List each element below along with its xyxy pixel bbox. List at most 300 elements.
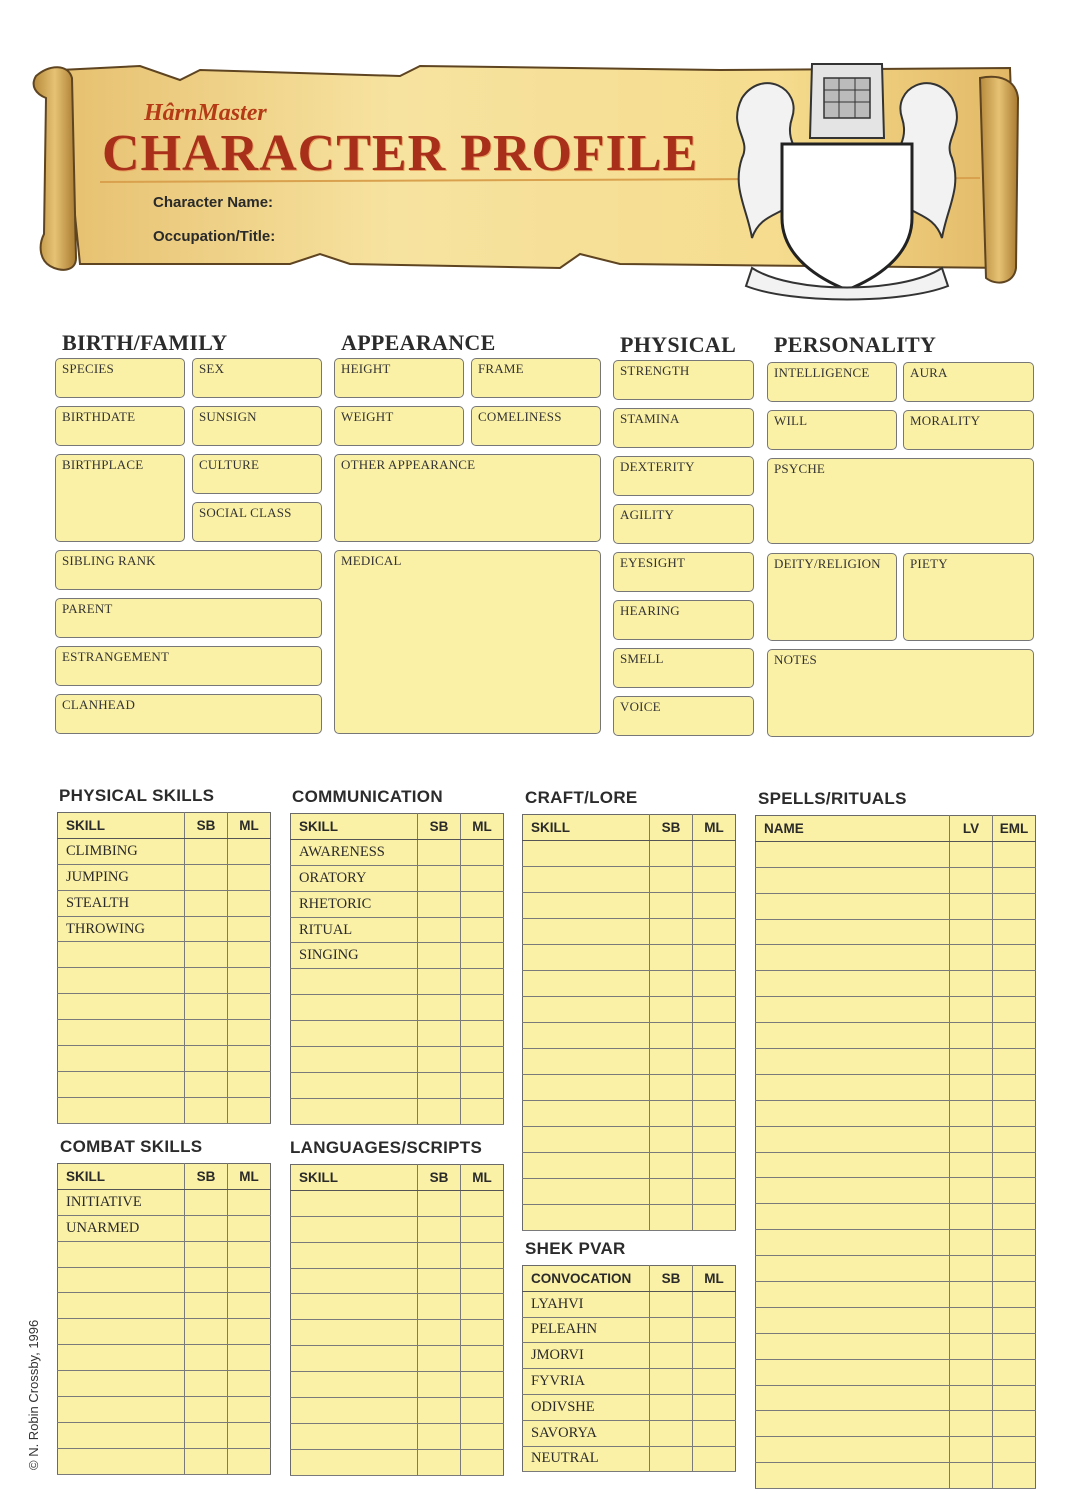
skill-name-cell[interactable] — [58, 942, 185, 968]
ml-cell[interactable] — [461, 1398, 504, 1424]
sb-cell[interactable] — [650, 971, 693, 997]
skill-name-cell[interactable] — [756, 841, 950, 867]
ml-cell[interactable] — [693, 1153, 736, 1179]
ml-cell[interactable] — [228, 1215, 271, 1241]
skill-name-cell[interactable] — [291, 969, 418, 995]
ml-cell[interactable] — [693, 1420, 736, 1446]
ml-cell[interactable] — [693, 945, 736, 971]
skill-name-cell[interactable] — [523, 945, 650, 971]
ml-cell[interactable] — [461, 1268, 504, 1294]
sb-cell[interactable] — [650, 1075, 693, 1101]
skill-name-cell[interactable]: FYVRIA — [523, 1369, 650, 1395]
ml-cell[interactable] — [693, 893, 736, 919]
birthdate-field[interactable] — [55, 406, 185, 446]
sb-cell[interactable] — [650, 1101, 693, 1127]
sb-cell[interactable] — [650, 867, 693, 893]
sb-cell[interactable] — [185, 1046, 228, 1072]
skill-name-cell[interactable] — [291, 1449, 418, 1475]
skill-name-cell[interactable] — [58, 1097, 185, 1123]
ml-cell[interactable] — [693, 1179, 736, 1205]
ml-cell[interactable] — [993, 1333, 1036, 1359]
morality-field[interactable] — [903, 410, 1034, 450]
sb-cell[interactable] — [650, 919, 693, 945]
skill-name-cell[interactable] — [58, 1319, 185, 1345]
ml-cell[interactable] — [993, 919, 1036, 945]
stamina-field[interactable] — [613, 408, 754, 448]
ml-cell[interactable] — [993, 1411, 1036, 1437]
ml-cell[interactable] — [228, 994, 271, 1020]
sb-cell[interactable] — [950, 1256, 993, 1282]
sb-cell[interactable] — [950, 971, 993, 997]
culture-field[interactable] — [192, 454, 322, 494]
skill-name-cell[interactable] — [523, 1127, 650, 1153]
sb-cell[interactable] — [185, 1097, 228, 1123]
sb-cell[interactable] — [418, 1268, 461, 1294]
skill-name-cell[interactable]: ODIVSHE — [523, 1394, 650, 1420]
sb-cell[interactable] — [418, 1372, 461, 1398]
ml-cell[interactable] — [461, 917, 504, 943]
ml-cell[interactable] — [693, 1205, 736, 1231]
sex-field[interactable] — [192, 358, 322, 398]
sb-cell[interactable] — [950, 1307, 993, 1333]
sb-cell[interactable] — [950, 1126, 993, 1152]
skill-name-cell[interactable] — [291, 1346, 418, 1372]
deity-religion-field[interactable] — [767, 553, 897, 641]
sb-cell[interactable] — [418, 1072, 461, 1098]
sb-cell[interactable] — [185, 1448, 228, 1474]
skill-name-cell[interactable] — [756, 1359, 950, 1385]
ml-cell[interactable] — [993, 1100, 1036, 1126]
skill-name-cell[interactable]: RHETORIC — [291, 891, 418, 917]
ml-cell[interactable] — [461, 943, 504, 969]
sb-cell[interactable] — [185, 1241, 228, 1267]
ml-cell[interactable] — [993, 1178, 1036, 1204]
ml-cell[interactable] — [993, 1230, 1036, 1256]
sb-cell[interactable] — [950, 1411, 993, 1437]
estrangement-field[interactable] — [55, 646, 322, 686]
skill-name-cell[interactable] — [523, 1023, 650, 1049]
sb-cell[interactable] — [418, 891, 461, 917]
skill-name-cell[interactable] — [756, 1385, 950, 1411]
skill-name-cell[interactable]: AWARENESS — [291, 839, 418, 865]
skill-name-cell[interactable] — [58, 1020, 185, 1046]
sb-cell[interactable] — [650, 1179, 693, 1205]
skill-name-cell[interactable] — [756, 1463, 950, 1489]
sb-cell[interactable] — [950, 945, 993, 971]
ml-cell[interactable] — [228, 1071, 271, 1097]
ml-cell[interactable] — [993, 1282, 1036, 1308]
skill-name-cell[interactable] — [58, 994, 185, 1020]
ml-cell[interactable] — [228, 1319, 271, 1345]
ml-cell[interactable] — [228, 1371, 271, 1397]
skill-name-cell[interactable] — [58, 1371, 185, 1397]
sb-cell[interactable] — [185, 1267, 228, 1293]
ml-cell[interactable] — [693, 1023, 736, 1049]
skill-name-cell[interactable]: SINGING — [291, 943, 418, 969]
ml-cell[interactable] — [693, 997, 736, 1023]
sb-cell[interactable] — [418, 1449, 461, 1475]
ml-cell[interactable] — [993, 1463, 1036, 1489]
sb-cell[interactable] — [418, 969, 461, 995]
ml-cell[interactable] — [228, 916, 271, 942]
ml-cell[interactable] — [693, 1343, 736, 1369]
skill-name-cell[interactable] — [756, 867, 950, 893]
sb-cell[interactable] — [650, 1049, 693, 1075]
ml-cell[interactable] — [228, 1397, 271, 1423]
skill-name-cell[interactable] — [291, 1047, 418, 1073]
skill-name-cell[interactable] — [58, 1422, 185, 1448]
skill-name-cell[interactable] — [58, 1345, 185, 1371]
sb-cell[interactable] — [950, 1023, 993, 1049]
skill-name-cell[interactable] — [291, 1268, 418, 1294]
ml-cell[interactable] — [461, 1423, 504, 1449]
skill-name-cell[interactable]: JMORVI — [523, 1343, 650, 1369]
sb-cell[interactable] — [418, 1098, 461, 1124]
agility-field[interactable] — [613, 504, 754, 544]
ml-cell[interactable] — [461, 1047, 504, 1073]
ml-cell[interactable] — [993, 1437, 1036, 1463]
ml-cell[interactable] — [693, 1394, 736, 1420]
skill-name-cell[interactable]: PELEAHN — [523, 1317, 650, 1343]
sb-cell[interactable] — [185, 916, 228, 942]
skill-name-cell[interactable] — [58, 1448, 185, 1474]
ml-cell[interactable] — [693, 867, 736, 893]
sb-cell[interactable] — [950, 1333, 993, 1359]
ml-cell[interactable] — [461, 891, 504, 917]
sb-cell[interactable] — [185, 1422, 228, 1448]
skill-name-cell[interactable] — [756, 997, 950, 1023]
sb-cell[interactable] — [185, 1371, 228, 1397]
sb-cell[interactable] — [650, 893, 693, 919]
sb-cell[interactable] — [185, 1397, 228, 1423]
skill-name-cell[interactable]: SAVORYA — [523, 1420, 650, 1446]
ml-cell[interactable] — [461, 839, 504, 865]
sb-cell[interactable] — [950, 841, 993, 867]
ml-cell[interactable] — [461, 1242, 504, 1268]
ml-cell[interactable] — [693, 971, 736, 997]
sb-cell[interactable] — [650, 1291, 693, 1317]
ml-cell[interactable] — [993, 997, 1036, 1023]
ml-cell[interactable] — [228, 838, 271, 864]
ml-cell[interactable] — [993, 1359, 1036, 1385]
clanhead-field[interactable] — [55, 694, 322, 734]
skill-name-cell[interactable] — [523, 1205, 650, 1231]
skill-name-cell[interactable] — [756, 1307, 950, 1333]
skill-name-cell[interactable] — [756, 1230, 950, 1256]
sb-cell[interactable] — [185, 1020, 228, 1046]
sb-cell[interactable] — [650, 1153, 693, 1179]
other-appearance-field[interactable] — [334, 454, 601, 542]
sb-cell[interactable] — [418, 917, 461, 943]
ml-cell[interactable] — [228, 1448, 271, 1474]
sb-cell[interactable] — [650, 1420, 693, 1446]
sb-cell[interactable] — [418, 1320, 461, 1346]
dexterity-field[interactable] — [613, 456, 754, 496]
skill-name-cell[interactable] — [291, 1372, 418, 1398]
ml-cell[interactable] — [693, 1446, 736, 1472]
sb-cell[interactable] — [418, 1047, 461, 1073]
ml-cell[interactable] — [993, 945, 1036, 971]
piety-field[interactable] — [903, 553, 1034, 641]
sb-cell[interactable] — [418, 1216, 461, 1242]
skill-name-cell[interactable] — [291, 1398, 418, 1424]
skill-name-cell[interactable] — [291, 1072, 418, 1098]
sb-cell[interactable] — [418, 839, 461, 865]
ml-cell[interactable] — [461, 1021, 504, 1047]
sb-cell[interactable] — [418, 1398, 461, 1424]
skill-name-cell[interactable] — [291, 1423, 418, 1449]
ml-cell[interactable] — [461, 1294, 504, 1320]
ml-cell[interactable] — [228, 890, 271, 916]
sb-cell[interactable] — [418, 865, 461, 891]
ml-cell[interactable] — [228, 968, 271, 994]
sb-cell[interactable] — [185, 1345, 228, 1371]
skill-name-cell[interactable] — [756, 1023, 950, 1049]
skill-name-cell[interactable] — [756, 1178, 950, 1204]
sb-cell[interactable] — [185, 968, 228, 994]
skill-name-cell[interactable] — [58, 1293, 185, 1319]
sb-cell[interactable] — [185, 1319, 228, 1345]
skill-name-cell[interactable] — [523, 1101, 650, 1127]
comeliness-field[interactable] — [471, 406, 601, 446]
ml-cell[interactable] — [993, 867, 1036, 893]
ml-cell[interactable] — [693, 1127, 736, 1153]
ml-cell[interactable] — [461, 1098, 504, 1124]
ml-cell[interactable] — [993, 971, 1036, 997]
ml-cell[interactable] — [228, 1345, 271, 1371]
skill-name-cell[interactable] — [756, 1049, 950, 1075]
skill-name-cell[interactable] — [523, 893, 650, 919]
skill-name-cell[interactable] — [58, 968, 185, 994]
skill-name-cell[interactable] — [291, 1021, 418, 1047]
sb-cell[interactable] — [650, 1127, 693, 1153]
sb-cell[interactable] — [950, 1152, 993, 1178]
ml-cell[interactable] — [993, 1049, 1036, 1075]
skill-name-cell[interactable] — [523, 919, 650, 945]
sb-cell[interactable] — [418, 1346, 461, 1372]
sb-cell[interactable] — [418, 1294, 461, 1320]
sb-cell[interactable] — [650, 1369, 693, 1395]
height-field[interactable] — [334, 358, 464, 398]
sb-cell[interactable] — [185, 994, 228, 1020]
skill-name-cell[interactable]: ORATORY — [291, 865, 418, 891]
ml-cell[interactable] — [993, 1152, 1036, 1178]
ml-cell[interactable] — [228, 1189, 271, 1215]
skill-name-cell[interactable] — [523, 1153, 650, 1179]
skill-name-cell[interactable] — [756, 1256, 950, 1282]
ml-cell[interactable] — [993, 1256, 1036, 1282]
sb-cell[interactable] — [950, 1204, 993, 1230]
sb-cell[interactable] — [950, 1282, 993, 1308]
ml-cell[interactable] — [693, 1317, 736, 1343]
skill-name-cell[interactable] — [523, 1049, 650, 1075]
ml-cell[interactable] — [693, 1291, 736, 1317]
skill-name-cell[interactable] — [58, 1071, 185, 1097]
sb-cell[interactable] — [185, 1189, 228, 1215]
sb-cell[interactable] — [418, 1242, 461, 1268]
ml-cell[interactable] — [993, 1074, 1036, 1100]
skill-name-cell[interactable] — [756, 1411, 950, 1437]
sb-cell[interactable] — [185, 1215, 228, 1241]
skill-name-cell[interactable] — [58, 1267, 185, 1293]
ml-cell[interactable] — [228, 1293, 271, 1319]
skill-name-cell[interactable] — [523, 1075, 650, 1101]
skill-name-cell[interactable]: UNARMED — [58, 1215, 185, 1241]
ml-cell[interactable] — [993, 841, 1036, 867]
sb-cell[interactable] — [950, 1074, 993, 1100]
skill-name-cell[interactable] — [756, 1152, 950, 1178]
ml-cell[interactable] — [693, 1049, 736, 1075]
intelligence-field[interactable] — [767, 362, 897, 402]
sb-cell[interactable] — [650, 997, 693, 1023]
ml-cell[interactable] — [693, 1101, 736, 1127]
skill-name-cell[interactable] — [291, 1098, 418, 1124]
sb-cell[interactable] — [950, 1100, 993, 1126]
sb-cell[interactable] — [950, 1178, 993, 1204]
aura-field[interactable] — [903, 362, 1034, 402]
sunsign-field[interactable] — [192, 406, 322, 446]
ml-cell[interactable] — [228, 1422, 271, 1448]
sb-cell[interactable] — [418, 1021, 461, 1047]
skill-name-cell[interactable] — [523, 867, 650, 893]
skill-name-cell[interactable] — [756, 1204, 950, 1230]
skill-name-cell[interactable] — [756, 945, 950, 971]
skill-name-cell[interactable] — [523, 971, 650, 997]
sb-cell[interactable] — [650, 1446, 693, 1472]
skill-name-cell[interactable] — [58, 1241, 185, 1267]
sb-cell[interactable] — [418, 1190, 461, 1216]
sb-cell[interactable] — [650, 1205, 693, 1231]
hearing-field[interactable] — [613, 600, 754, 640]
parent-field[interactable] — [55, 598, 322, 638]
psyche-field[interactable] — [767, 458, 1034, 544]
sb-cell[interactable] — [650, 1023, 693, 1049]
skill-name-cell[interactable] — [58, 1397, 185, 1423]
ml-cell[interactable] — [461, 865, 504, 891]
skill-name-cell[interactable] — [291, 1216, 418, 1242]
sb-cell[interactable] — [950, 1049, 993, 1075]
skill-name-cell[interactable] — [756, 971, 950, 997]
sb-cell[interactable] — [418, 1423, 461, 1449]
skill-name-cell[interactable]: CLIMBING — [58, 838, 185, 864]
ml-cell[interactable] — [228, 1097, 271, 1123]
ml-cell[interactable] — [461, 1449, 504, 1475]
sb-cell[interactable] — [950, 893, 993, 919]
ml-cell[interactable] — [993, 1307, 1036, 1333]
sb-cell[interactable] — [185, 942, 228, 968]
sb-cell[interactable] — [650, 1343, 693, 1369]
ml-cell[interactable] — [228, 1020, 271, 1046]
ml-cell[interactable] — [693, 1075, 736, 1101]
social-class-field[interactable] — [192, 502, 322, 542]
ml-cell[interactable] — [693, 919, 736, 945]
skill-name-cell[interactable]: RITUAL — [291, 917, 418, 943]
birthplace-field[interactable] — [55, 454, 185, 542]
sb-cell[interactable] — [950, 867, 993, 893]
skill-name-cell[interactable] — [756, 1437, 950, 1463]
ml-cell[interactable] — [228, 1241, 271, 1267]
frame-field[interactable] — [471, 358, 601, 398]
sb-cell[interactable] — [185, 1293, 228, 1319]
skill-name-cell[interactable]: INITIATIVE — [58, 1189, 185, 1215]
skill-name-cell[interactable] — [756, 893, 950, 919]
skill-name-cell[interactable] — [756, 1074, 950, 1100]
sb-cell[interactable] — [950, 1385, 993, 1411]
ml-cell[interactable] — [228, 1267, 271, 1293]
will-field[interactable] — [767, 410, 897, 450]
ml-cell[interactable] — [461, 1372, 504, 1398]
skill-name-cell[interactable] — [291, 1294, 418, 1320]
skill-name-cell[interactable] — [523, 1179, 650, 1205]
sb-cell[interactable] — [950, 1463, 993, 1489]
skill-name-cell[interactable] — [291, 1320, 418, 1346]
skill-name-cell[interactable] — [291, 1190, 418, 1216]
ml-cell[interactable] — [228, 864, 271, 890]
skill-name-cell[interactable] — [58, 1046, 185, 1072]
strength-field[interactable] — [613, 360, 754, 400]
skill-name-cell[interactable] — [291, 995, 418, 1021]
sb-cell[interactable] — [950, 1437, 993, 1463]
sb-cell[interactable] — [650, 1317, 693, 1343]
sb-cell[interactable] — [950, 1230, 993, 1256]
ml-cell[interactable] — [461, 995, 504, 1021]
ml-cell[interactable] — [228, 942, 271, 968]
medical-field[interactable] — [334, 550, 601, 734]
ml-cell[interactable] — [993, 1023, 1036, 1049]
sb-cell[interactable] — [418, 943, 461, 969]
ml-cell[interactable] — [461, 1072, 504, 1098]
skill-name-cell[interactable] — [756, 1100, 950, 1126]
ml-cell[interactable] — [993, 1126, 1036, 1152]
sibling-rank-field[interactable] — [55, 550, 322, 590]
sb-cell[interactable] — [950, 919, 993, 945]
skill-name-cell[interactable] — [291, 1242, 418, 1268]
skill-name-cell[interactable]: LYAHVI — [523, 1291, 650, 1317]
ml-cell[interactable] — [693, 1369, 736, 1395]
ml-cell[interactable] — [228, 1046, 271, 1072]
skill-name-cell[interactable]: THROWING — [58, 916, 185, 942]
skill-name-cell[interactable] — [756, 1282, 950, 1308]
ml-cell[interactable] — [993, 893, 1036, 919]
sb-cell[interactable] — [650, 1394, 693, 1420]
sb-cell[interactable] — [950, 997, 993, 1023]
species-field[interactable] — [55, 358, 185, 398]
skill-name-cell[interactable] — [523, 841, 650, 867]
skill-name-cell[interactable] — [523, 997, 650, 1023]
ml-cell[interactable] — [993, 1385, 1036, 1411]
weight-field[interactable] — [334, 406, 464, 446]
sb-cell[interactable] — [650, 945, 693, 971]
sb-cell[interactable] — [185, 838, 228, 864]
voice-field[interactable] — [613, 696, 754, 736]
skill-name-cell[interactable] — [756, 919, 950, 945]
smell-field[interactable] — [613, 648, 754, 688]
sb-cell[interactable] — [185, 864, 228, 890]
ml-cell[interactable] — [461, 969, 504, 995]
sb-cell[interactable] — [950, 1359, 993, 1385]
ml-cell[interactable] — [461, 1216, 504, 1242]
notes-field[interactable] — [767, 649, 1034, 737]
ml-cell[interactable] — [461, 1190, 504, 1216]
ml-cell[interactable] — [461, 1320, 504, 1346]
sb-cell[interactable] — [185, 890, 228, 916]
eyesight-field[interactable] — [613, 552, 754, 592]
skill-name-cell[interactable]: NEUTRAL — [523, 1446, 650, 1472]
skill-name-cell[interactable]: STEALTH — [58, 890, 185, 916]
skill-name-cell[interactable]: JUMPING — [58, 864, 185, 890]
skill-name-cell[interactable] — [756, 1333, 950, 1359]
skill-name-cell[interactable] — [756, 1126, 950, 1152]
